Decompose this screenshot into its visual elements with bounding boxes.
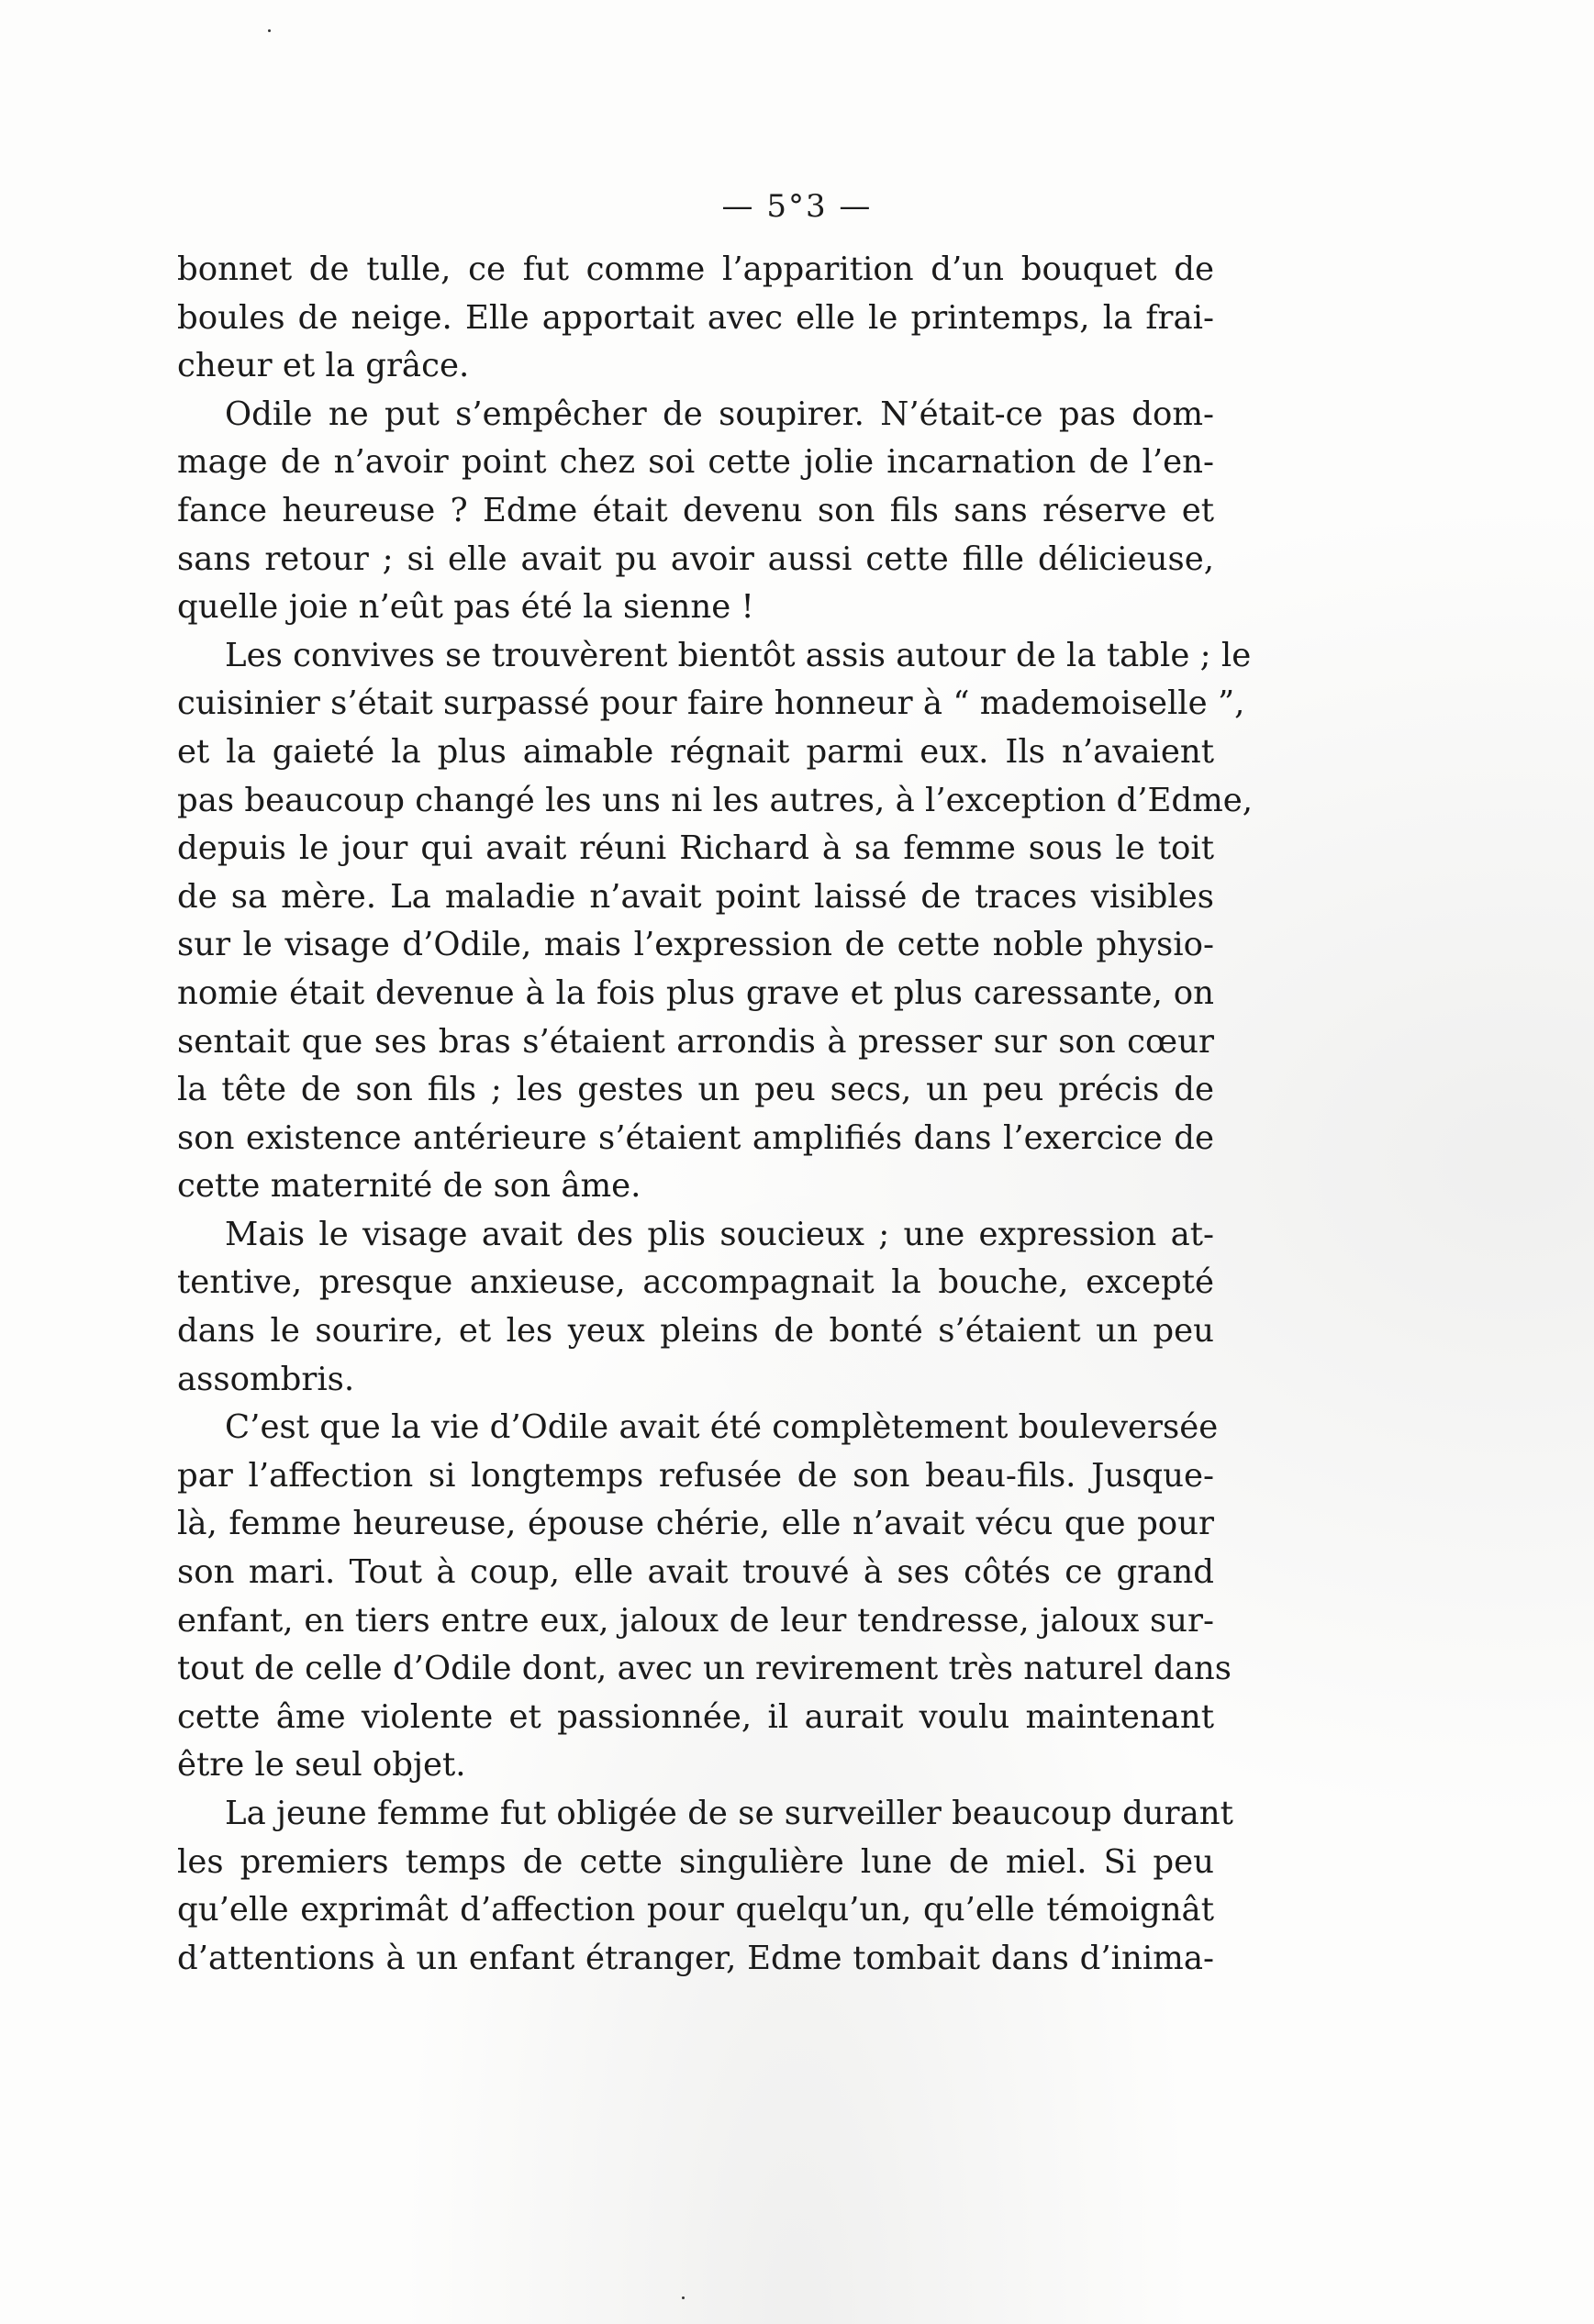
text-line: La jeune femme fut obligée de se surveiller beaucoup durant <box>225 1795 1233 1832</box>
text-line: C’est que la vie d’Odile avait été complètement bouleversée <box>225 1408 1219 1447</box>
text-line: Odile ne put s’empêcher de soupirer. N’était-ce pas dom- <box>225 395 1214 433</box>
text-line: cette maternité de son âme. <box>177 1167 641 1206</box>
text-line: cheur et la grâce. <box>177 347 470 385</box>
page-number: — 5°3 — <box>721 188 873 225</box>
text-line: son mari. Tout à coup, elle avait trouvé à ses côtés ce grand <box>177 1553 1214 1592</box>
text-line: depuis le jour qui avait réuni Richard à sa femme sous le toit <box>177 829 1214 868</box>
text-line: tout de celle d’Odile dont, avec un revirement très naturel dans <box>177 1650 1232 1688</box>
text-line: quelle joie n’eût pas été la sienne ! <box>177 588 754 627</box>
text-line: tentive, presque anxieuse, accompagnait la bouche, excepté <box>177 1263 1214 1302</box>
text-line: mage de n’avoir point chez soi cette jolie incarnation de l’en- <box>177 443 1214 482</box>
text-line: et la gaieté la plus aimable régnait parmi eux. Ils n’avaient <box>177 732 1214 771</box>
text-line: enfant, en tiers entre eux, jaloux de leur tendresse, jaloux sur- <box>177 1601 1214 1640</box>
text-line: là, femme heureuse, épouse chérie, elle n’avait vécu que pour <box>177 1505 1214 1543</box>
text-line: assombris. <box>177 1360 355 1398</box>
text-line: de sa mère. La maladie n’avait point laissé de traces visibles <box>177 877 1214 916</box>
text-line: les premiers temps de cette singulière lune de miel. Si peu <box>177 1842 1214 1881</box>
text-line: boules de neige. Elle apportait avec elle le printemps, la frai- <box>177 298 1214 337</box>
text-line: Mais le visage avait des plis soucieux ; une expression at- <box>225 1215 1214 1253</box>
text-line: Les convives se trouvèrent bientôt assis autour de la table ; le <box>225 636 1252 674</box>
text-line: dans le sourire, et les yeux pleins de bonté s’étaient un peu <box>177 1312 1214 1351</box>
text-line: qu’elle exprimât d’affection pour quelqu’un, qu’elle témoignât <box>177 1891 1214 1929</box>
text-line: sur le visage d’Odile, mais l’expression de cette noble physio- <box>177 926 1214 964</box>
text-line: la tête de son fils ; les gestes un peu secs, un peu précis de <box>177 1071 1214 1109</box>
body-text <box>177 246 1254 1983</box>
text-line: sentait que ses bras s’étaient arrondis à presser sur son cœur <box>177 1022 1214 1061</box>
text-line: bonnet de tulle, ce fut comme l’apparition d’un bouquet de <box>177 250 1214 288</box>
text-line: par l’affection si longtemps refusée de son beau-fils. Jusque- <box>177 1456 1214 1495</box>
print-speck <box>682 2296 685 2299</box>
text-line: cette âme violente et passionnée, il aurait voulu maintenant <box>177 1697 1214 1736</box>
text-line: nomie était devenue à la fois plus grave et plus caressante, on <box>177 973 1214 1012</box>
text-line: fance heureuse ? Edme était devenu son fils sans réserve et <box>177 491 1214 529</box>
text-line: cuisinier s’était surpassé pour faire honneur à “ mademoiselle ”, <box>177 684 1245 723</box>
text-line: sans retour ; si elle avait pu avoir aussi cette fille délicieuse, <box>177 539 1214 578</box>
print-speck <box>268 29 271 32</box>
text-line: son existence antérieure s’étaient amplifiés dans l’exercice de <box>177 1118 1214 1157</box>
text-line: être le seul objet. <box>177 1746 466 1785</box>
text-line: pas beaucoup changé les uns ni les autres, à l’exception d’Edme, <box>177 781 1254 819</box>
text-line: d’attentions à un enfant étranger, Edme tombait dans d’inima- <box>177 1939 1214 1977</box>
